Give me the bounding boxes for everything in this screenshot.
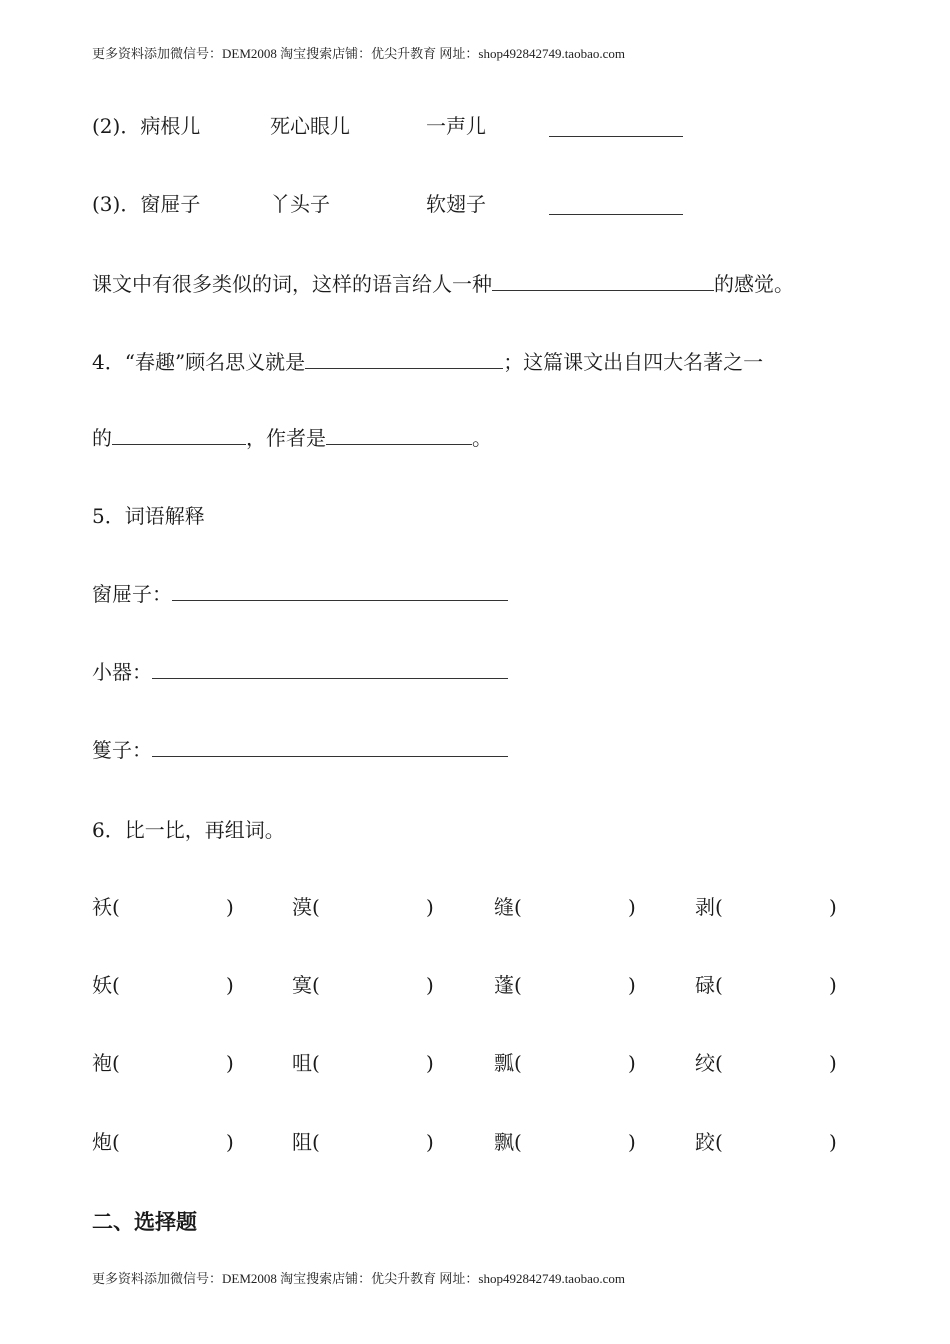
q4-part2: ；这篇课文出自四大名著之一 [503, 350, 764, 374]
q6-close-paren: ) [829, 1130, 837, 1154]
q4-part4: ，作者是 [246, 426, 326, 450]
q6-close-paren: ) [628, 1130, 636, 1154]
q6-title: 6．比一比，再组词。 [92, 818, 285, 842]
q6-close-paren: ) [628, 973, 636, 997]
q3-row-3 [92, 190, 200, 218]
q6-open-paren: ( [312, 1130, 320, 1154]
q6-char-cell [292, 1049, 320, 1077]
q6-char: 绞 [695, 1051, 715, 1075]
q6-open-paren: ( [312, 1051, 320, 1075]
q6-close-paren: ) [426, 895, 434, 919]
q3-feeling-blank[interactable] [492, 272, 714, 291]
q6-char: 碌 [695, 973, 715, 997]
q3-row2-word3: 一声儿 [426, 114, 486, 138]
q6-close-paren: ) [226, 973, 234, 997]
q6-open-paren: ( [112, 895, 120, 919]
q4-author-blank[interactable] [326, 426, 472, 445]
q6-close-paren: ) [628, 1051, 636, 1075]
q6-close-paren: ) [829, 973, 837, 997]
q6-answer-space[interactable] [729, 893, 823, 921]
q5-item-3 [92, 736, 508, 764]
q3-row3-blank[interactable] [549, 196, 683, 215]
q6-answer-space[interactable] [126, 971, 220, 999]
page-header: 更多资料添加微信号：DEM2008 淘宝搜索店铺：优尖升教育 网址：shop492842749.taobao.com [92, 46, 625, 61]
q6-answer-space[interactable] [528, 1128, 622, 1156]
q6-char: 妖 [92, 973, 112, 997]
q6-close-paren: ) [226, 1051, 234, 1075]
q6-char: 瓢 [494, 1051, 514, 1075]
q6-answer-space[interactable] [528, 893, 622, 921]
q6-char-cell [292, 971, 320, 999]
q6-close-paren: ) [226, 1130, 234, 1154]
q6-close-paren: ) [628, 895, 636, 919]
q6-char-cell [695, 893, 723, 921]
q6-close-paren: ) [226, 895, 234, 919]
q6-char: 炮 [92, 1130, 112, 1154]
q6-close-paren: ) [426, 1130, 434, 1154]
q6-open-paren: ( [312, 895, 320, 919]
q6-char-cell [695, 1128, 723, 1156]
q5-title: 5．词语解释 [92, 504, 205, 528]
q6-answer-space[interactable] [729, 1049, 823, 1077]
q6-char-cell [494, 971, 522, 999]
q6-char: 蓬 [494, 973, 514, 997]
q6-char-cell [292, 1128, 320, 1156]
q6-open-paren: ( [715, 1051, 723, 1075]
q6-answer-space[interactable] [126, 893, 220, 921]
q6-char-cell [92, 1049, 120, 1077]
q6-open-paren: ( [112, 973, 120, 997]
q4-line1 [92, 348, 763, 376]
q6-close-paren: ) [829, 1051, 837, 1075]
q6-char: 剥 [695, 895, 715, 919]
q6-char-cell [92, 1128, 120, 1156]
q3-row2-label: (2)．病根儿 [92, 114, 201, 138]
q6-char: 缝 [494, 895, 514, 919]
q6-open-paren: ( [514, 1051, 522, 1075]
q6-open-paren: ( [312, 973, 320, 997]
q6-char-cell [494, 1128, 522, 1156]
q4-part5: 。 [472, 426, 492, 450]
q6-char-cell [92, 971, 120, 999]
q6-close-paren: ) [829, 895, 837, 919]
q6-char-cell [292, 893, 320, 921]
q5-item3-label: 篗子： [92, 738, 152, 762]
q3-row3-word3: 软翅子 [426, 192, 486, 216]
q6-answer-space[interactable] [528, 971, 622, 999]
q3-row-2 [92, 112, 200, 140]
q3-row3-label: (3)．窗屉子 [92, 192, 201, 216]
q6-open-paren: ( [715, 895, 723, 919]
q4-line2 [92, 424, 492, 452]
q6-answer-space[interactable] [326, 1049, 420, 1077]
q6-open-paren: ( [715, 1130, 723, 1154]
q4-part3: 的 [92, 426, 112, 450]
q6-open-paren: ( [112, 1051, 120, 1075]
q3-row2-word2: 死心眼儿 [270, 114, 350, 138]
q6-open-paren: ( [514, 973, 522, 997]
q6-open-paren: ( [715, 973, 723, 997]
q6-char-cell [494, 1049, 522, 1077]
q6-open-paren: ( [514, 895, 522, 919]
q6-char: 飘 [494, 1130, 514, 1154]
q6-open-paren: ( [112, 1130, 120, 1154]
q6-char-cell [494, 893, 522, 921]
q4-book-blank[interactable] [112, 426, 246, 445]
q6-char: 袄 [92, 895, 112, 919]
q3-sentence-a: 课文中有很多类似的词，这样的语言给人一种 [92, 272, 492, 296]
q6-close-paren: ) [426, 1051, 434, 1075]
q6-char: 漠 [292, 895, 312, 919]
q6-char-cell [695, 1049, 723, 1077]
q5-item-1 [92, 580, 508, 608]
q5-item-2 [92, 658, 508, 686]
q6-char-cell [92, 893, 120, 921]
q6-answer-space[interactable] [729, 971, 823, 999]
q6-open-paren: ( [514, 1130, 522, 1154]
q6-answer-space[interactable] [126, 1049, 220, 1077]
q6-answer-space[interactable] [729, 1128, 823, 1156]
q5-item2-label: 小器： [92, 660, 152, 684]
q6-answer-space[interactable] [326, 1128, 420, 1156]
q6-char: 阻 [292, 1130, 312, 1154]
q6-char-cell [695, 971, 723, 999]
q5-item1-label: 窗屉子： [92, 582, 172, 606]
q3-sentence-b: 的感觉。 [714, 272, 794, 296]
q6-answer-space[interactable] [326, 893, 420, 921]
section-2-title: 二、选择题 [92, 1209, 197, 1234]
q5-item3-blank[interactable] [152, 738, 508, 757]
q6-answer-space[interactable] [528, 1049, 622, 1077]
page-footer: 更多资料添加微信号：DEM2008 淘宝搜索店铺：优尖升教育 网址：shop492842749.taobao.com [92, 1271, 625, 1286]
q5-item2-blank[interactable] [152, 660, 508, 679]
q6-char: 寞 [292, 973, 312, 997]
q6-answer-space[interactable] [326, 971, 420, 999]
q3-sentence [92, 270, 794, 298]
q6-char: 跤 [695, 1130, 715, 1154]
q4-part1: 4．“春趣”顾名思义就是 [92, 350, 306, 374]
q6-char: 咀 [292, 1051, 312, 1075]
q6-answer-space[interactable] [126, 1128, 220, 1156]
q3-row2-blank[interactable] [549, 118, 683, 137]
q3-row3-word2: 丫头子 [270, 192, 330, 216]
q4-meaning-blank[interactable] [305, 350, 503, 369]
q6-close-paren: ) [426, 973, 434, 997]
q6-char: 袍 [92, 1051, 112, 1075]
q5-item1-blank[interactable] [172, 582, 508, 601]
